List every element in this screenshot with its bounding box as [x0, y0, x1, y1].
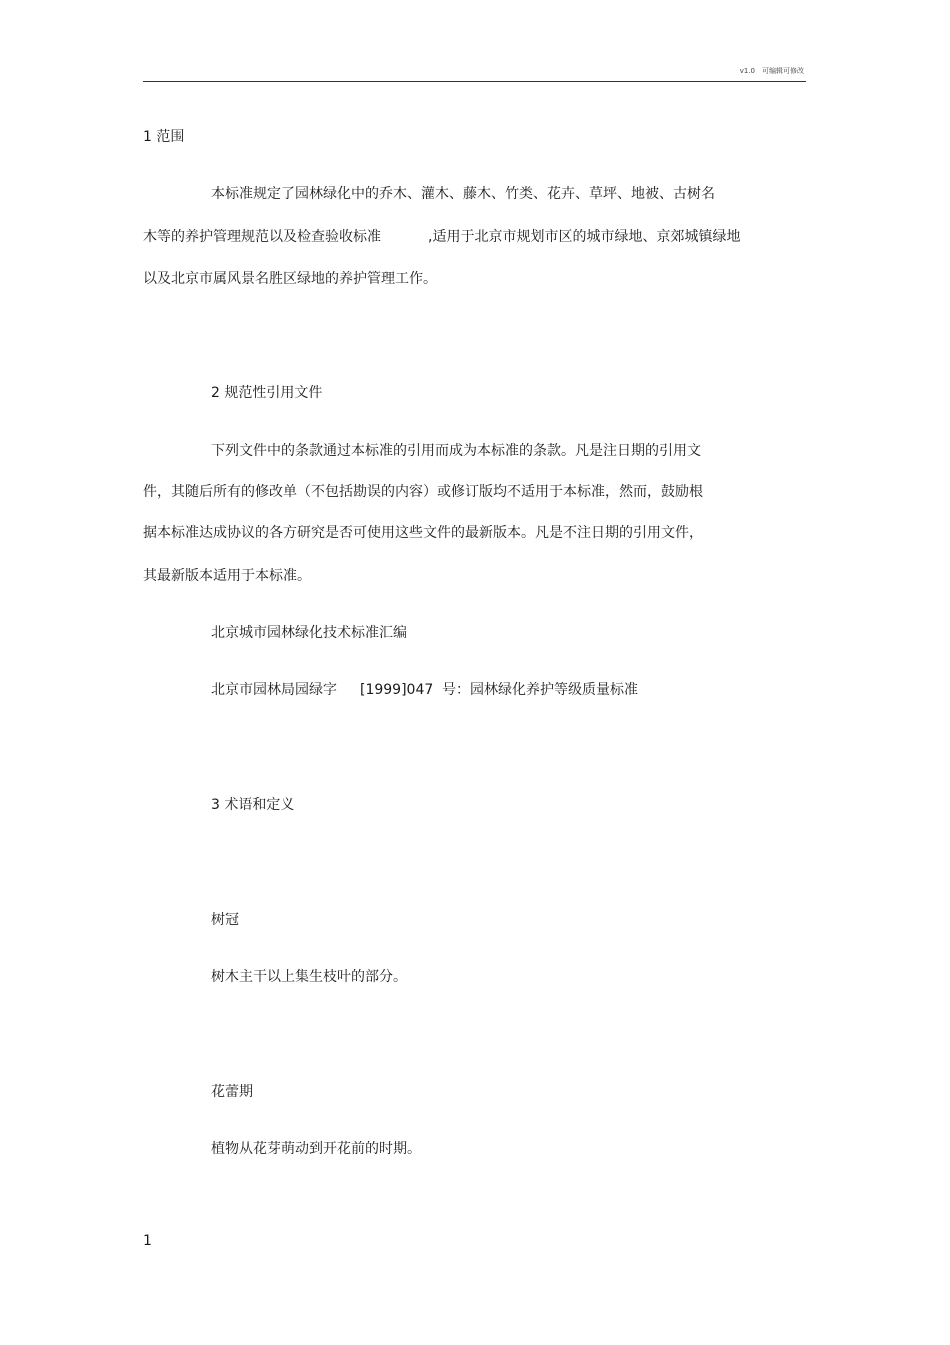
header-rule: [143, 81, 806, 82]
reference-item-2-code: [1999]047: [360, 682, 434, 698]
section3-heading: 3 术语和定义: [211, 797, 295, 813]
reference-item-2-org: 北京市园林局园绿字: [211, 682, 337, 698]
section1-heading: 1 范围: [143, 129, 185, 145]
term-1: 树冠: [211, 912, 239, 928]
section2-para-line-1: 下列文件中的条款通过本标准的引用而成为本标准的条款。凡是注日期的引用文: [211, 443, 701, 459]
section1-para-line-1: 本标准规定了园林绿化中的乔木、灌木、藤木、竹类、花卉、草坪、地被、古树名: [211, 186, 715, 202]
definition-1: 树木主干以上集生枝叶的部分。: [211, 969, 407, 985]
section2-heading: 2 规范性引用文件: [211, 385, 323, 401]
section2-para-line-3: 据本标准达成协议的各方研究是否可使用这些文件的最新版本。凡是不注日期的引用文件，: [143, 525, 703, 541]
page-number: 1: [143, 1233, 152, 1249]
reference-item-2-title: 号：园林绿化养护等级质量标准: [442, 682, 638, 698]
term-2: 花蕾期: [211, 1084, 253, 1100]
section2-para-line-4: 其最新版本适用于本标准。: [143, 568, 311, 584]
section1-para-line-2b: ,适用于北京市规划市区的城市绿地、京郊城镇绿地: [428, 229, 741, 245]
header-version-note: v1.0 可编辑可修改: [739, 67, 804, 75]
section2-para-line-2: 件，其随后所有的修改单（不包括勘误的内容）或修订版均不适用于本标准，然而，鼓励根: [143, 484, 703, 500]
reference-item-1: 北京城市园林绿化技术标准汇编: [211, 625, 407, 641]
section1-para-line-2a: 木等的养护管理规范以及检查验收标准: [143, 229, 381, 245]
definition-2: 植物从花芽萌动到开花前的时期。: [211, 1141, 421, 1157]
section1-para-line-3: 以及北京市属风景名胜区绿地的养护管理工作。: [143, 271, 437, 287]
